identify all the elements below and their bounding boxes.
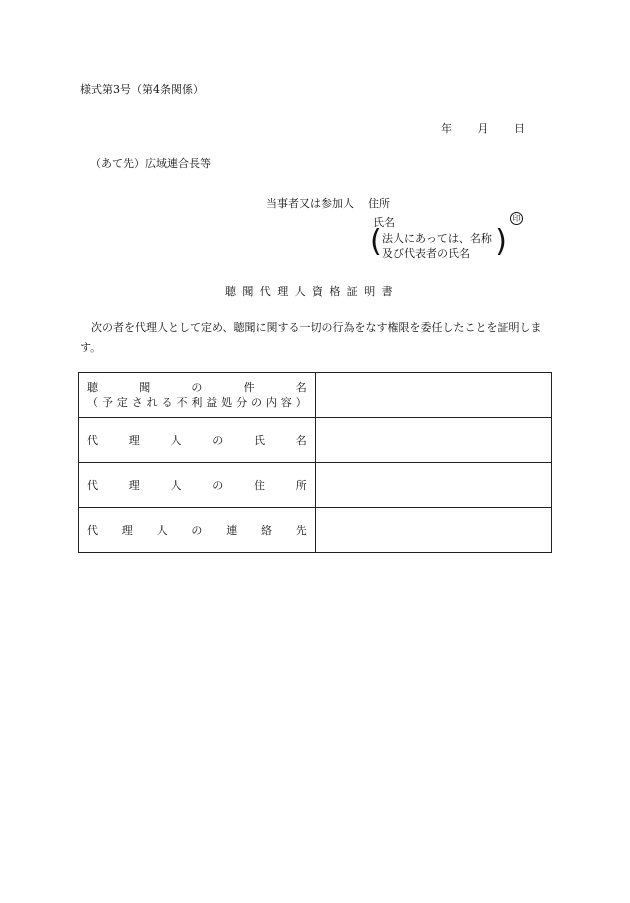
agent-address-label (79, 463, 316, 508)
table-row (79, 373, 552, 418)
left-paren: ( (370, 224, 382, 259)
hearing-subject-label (79, 373, 316, 418)
addressee: （あて先）広域連合長等 (90, 157, 211, 170)
document-title: 聴聞代理人資格証明書 (225, 285, 399, 298)
day-label: 日 (514, 122, 525, 135)
hearing-subject-line2: （ 予 定 さ れ る 不 利 益 処 分 の 内 容 ） (87, 396, 307, 409)
party-label: 当事者又は参加人 (266, 197, 354, 210)
info-table (78, 372, 552, 553)
table-row (79, 508, 552, 553)
hearing-subject-value[interactable] (315, 373, 551, 418)
note-line-1: 法人にあっては、名称 (382, 232, 492, 245)
table-row (79, 418, 552, 463)
note-line-2: 及び代表者の氏名 (382, 247, 470, 260)
agent-name-label (79, 418, 316, 463)
date-line (441, 120, 525, 136)
right-paren: ) (495, 224, 507, 259)
name-label: 氏名 (373, 216, 395, 229)
month-label: 月 (477, 122, 489, 135)
address-label: 住所 (368, 197, 390, 210)
agent-contact-text: 代 理 人 の 連 絡 先 (87, 524, 307, 537)
form-number: 様式第3号（第4条関係） (80, 83, 204, 96)
corporation-note (370, 224, 507, 260)
agent-name-text: 代 理 人 の 氏 名 (87, 434, 307, 447)
agent-address-value[interactable] (315, 463, 551, 508)
seal-mark: 印 (510, 212, 523, 225)
agent-address-text: 代 理 人 の 住 所 (87, 479, 307, 492)
year-label: 年 (441, 122, 452, 135)
agent-contact-value[interactable] (315, 508, 551, 553)
agent-name-value[interactable] (315, 418, 551, 463)
table-row (79, 463, 552, 508)
hearing-subject-line1: 聴 聞 の 件 名 (87, 381, 307, 394)
agent-contact-label (79, 508, 316, 553)
body-text: 次の者を代理人として定め、聴聞に関する一切の行為をなす権限を委任したことを証明します。 (80, 321, 542, 354)
